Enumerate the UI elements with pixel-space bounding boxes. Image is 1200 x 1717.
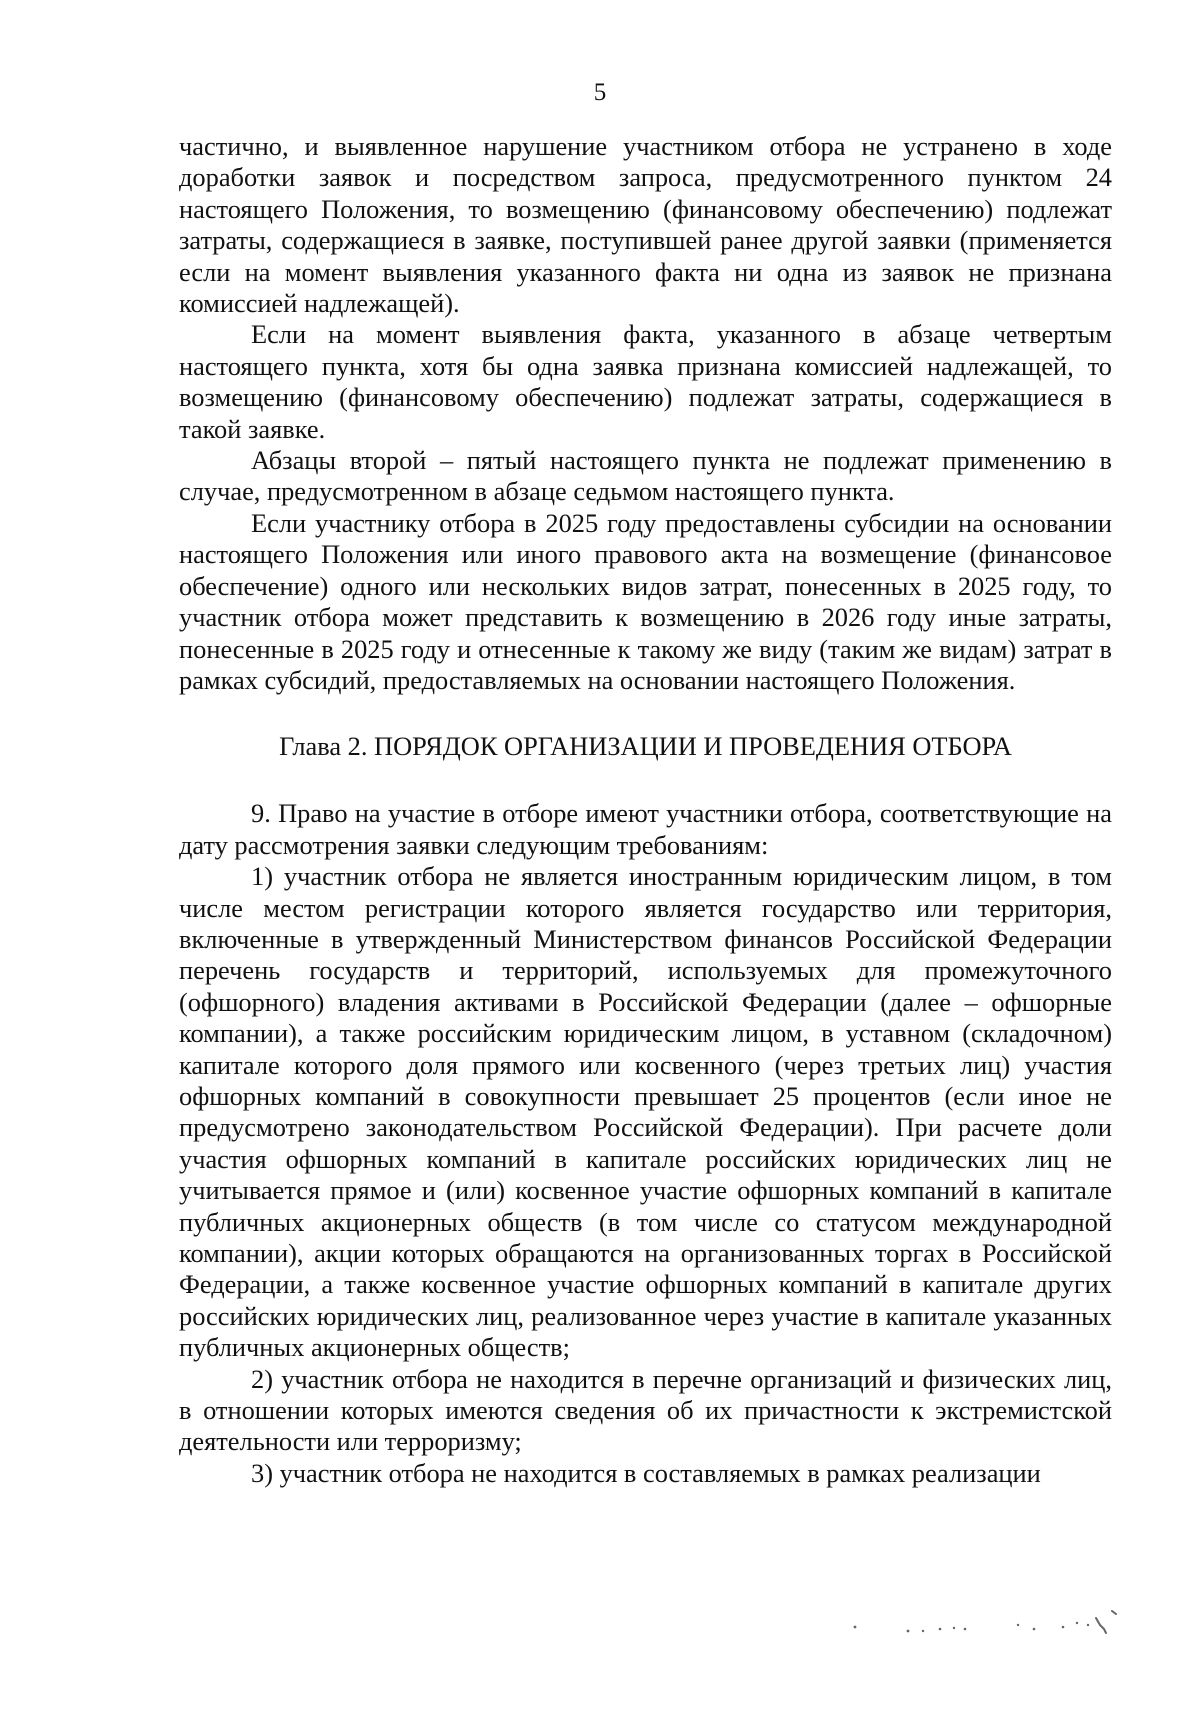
paragraph: частично, и выявленное нарушение участником отбора не устранено в ходе доработки заявок и посредством запроса, предусмотренного пунктом 24 настоящего Положения, то возмещению (финансовому обеспечению) подлежат затраты, содержащиеся в заявке, поступившей ранее другой заявки (применяется если на момент выявления указанного факта ни одна из заявок не признана комиссией надлежащей). — [179, 131, 1112, 319]
chapter-title: Глава 2. ПОРЯДОК ОРГАНИЗАЦИИ И ПРОВЕДЕНИЯ ОТБОРА — [279, 731, 1012, 762]
scan-marks — [830, 1607, 1130, 1647]
paragraph: Если на момент выявления факта, указанного в абзаце четвертым настоящего пункта, хотя бы одна заявка признана комиссией надлежащей, то возмещению (финансовому обеспечению) подлежат затраты, содержащиеся в такой заявке. — [179, 319, 1112, 444]
section-paragraph: 2) участник отбора не находится в перечне организаций и физических лиц, в отношении которых имеются сведения об их причастности к экстремистской деятельности или терроризму; — [179, 1363, 1112, 1457]
paragraph: Если участнику отбора в 2025 году предоставлены субсидии на основании настоящего Положения или иного правового акта на возмещение (финансовое обеспечение) одного или нескольких видов затрат, понесенных в 2025 году, то участник отбора может представить к возмещению в 2026 году иные затраты, понесенные в 2025 году и отнесенные к такому же виду (таким же видам) затрат в рамках субсидий, предоставляемых на основании настоящего Положения. — [179, 507, 1112, 695]
section-paragraph: 1) участник отбора не является иностранным юридическим лицом, в том числе местом регистрации которого является государство или территория, включенные в утвержденный Министерством финансов Российской Федерации перечень государств и территорий, используемых для промежуточного (офшорного) владения активами в Российской Федерации (далее – офшорные компании), а также российским юридическим лицом, в уставном (складочном) капитале которого доля прямого или косвенного (через третьих лиц) участия офшорных компаний в совокупности превышает 25 процентов (если иное не предусмотрено законодательством Российской Федерации). При расчете доли участия офшорных компаний в капитале российских юридических лиц не учитывается прямое и (или) косвенное участие офшорных компаний в капитале публичных акционерных обществ (в том числе со статусом международной компании), акции которых обращаются на организованных торгах в Российской Федерации, а также косвенное участие офшорных компаний в капитале других российских юридических лиц, реализованное через участие в капитале указанных публичных акционерных обществ; — [179, 861, 1112, 1363]
section-paragraph: 9. Право на участие в отборе имеют участники отбора, соответствующие на дату рассмотрения заявки следующим требованиям: — [179, 798, 1112, 860]
document-body — [179, 131, 1112, 1489]
page-number: 5 — [593, 79, 607, 106]
section-paragraph: 3) участник отбора не находится в составляемых в рамках реализации — [251, 1457, 1041, 1488]
paragraph: Абзацы второй – пятый настоящего пункта не подлежат применению в случае, предусмотренном в абзаце седьмом настоящего пункта. — [179, 445, 1112, 507]
